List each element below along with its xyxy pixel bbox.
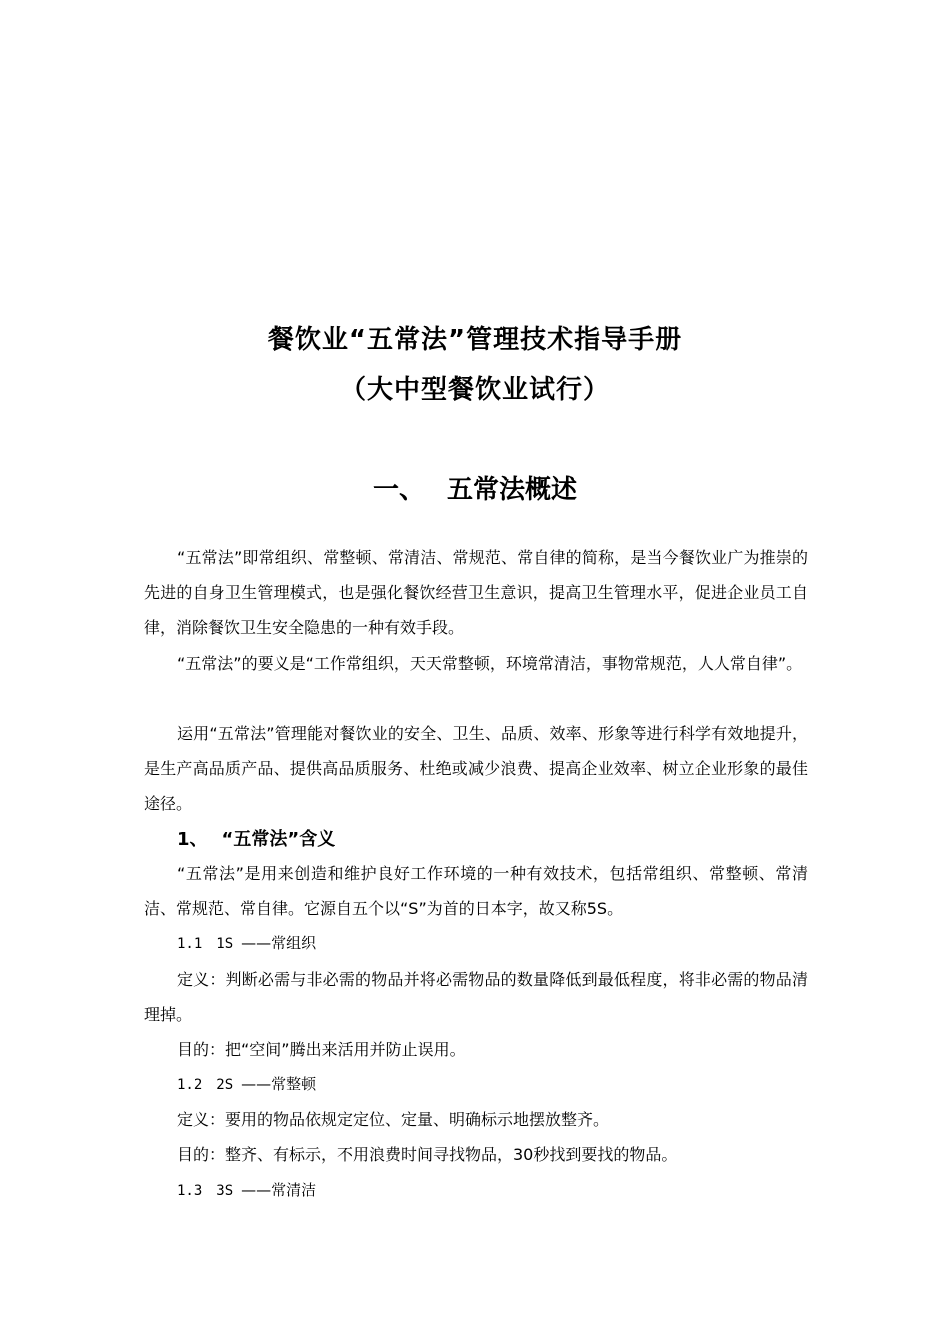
- item-dash: ——: [241, 1075, 272, 1093]
- item-code: 3S: [216, 1183, 234, 1199]
- subsection-heading: [177, 822, 335, 858]
- item-definition: 定义：要用的物品依规定定位、定量、明确标示地摆放整齐。: [177, 1110, 610, 1129]
- item-name: 常清洁: [271, 1181, 317, 1199]
- subsection-number: 1、: [177, 829, 208, 850]
- section-number: 一、: [372, 475, 425, 505]
- item-name: 常整顿: [271, 1075, 317, 1093]
- intro-paragraph-1: “五常法”即常组织、常整顿、常清洁、常规范、常自律的简称，是当今餐饮业广为推崇的先进的自身卫生管理模式，也是强化餐饮经营卫生意识，提高卫生管理水平，促进企业员工自律，消除餐饮卫生安全隐患的一种有效手段。: [144, 548, 808, 637]
- intro-paragraph-2: “五常法”的要义是“工作常组织，天天常整顿，环境常清洁，事物常规范，人人常自律”。: [177, 654, 803, 673]
- item-heading: [177, 1067, 316, 1103]
- document-subtitle: （大中型餐饮业试行）: [339, 375, 610, 405]
- item-purpose: 目的：把“空间”腾出来活用并防止误用。: [177, 1040, 466, 1059]
- item-dash: ——: [241, 934, 272, 952]
- item-purpose: 目的：整齐、有标示，不用浪费时间寻找物品，30秒找到要找的物品。: [177, 1145, 678, 1164]
- item-definition: 定义：判断必需与非必需的物品并将必需物品的数量降低到最低程度，将非必需的物品清理掉。: [144, 970, 808, 1024]
- item-name: 常组织: [271, 934, 317, 952]
- intro-paragraph-3: 运用“五常法”管理能对餐饮业的安全、卫生、品质、效率、形象等进行科学有效地提升，是生产高品质产品、提供高品质服务、杜绝或减少浪费、提高企业效率、树立企业形象的最佳途径。: [144, 724, 808, 813]
- document-title: 餐饮业“五常法”管理技术指导手册: [267, 325, 683, 355]
- item-heading: [177, 926, 316, 962]
- item-dash: ——: [241, 1181, 272, 1199]
- subsection-paragraph: “五常法”是用来创造和维护良好工作环境的一种有效技术，包括常组织、常整顿、常清洁、常规范、常自律。它源自五个以“S”为首的日本字，故又称5S。: [144, 864, 808, 918]
- section-title: 五常法概述: [447, 475, 578, 505]
- item-number: 1.1: [177, 936, 203, 952]
- item-number: 1.2: [177, 1077, 203, 1093]
- subsection-title: “五常法”含义: [221, 829, 336, 850]
- item-code: 1S: [216, 936, 234, 952]
- section-heading: [0, 472, 950, 508]
- item-number: 1.3: [177, 1183, 203, 1199]
- item-code: 2S: [216, 1077, 234, 1093]
- item-heading: [177, 1173, 316, 1209]
